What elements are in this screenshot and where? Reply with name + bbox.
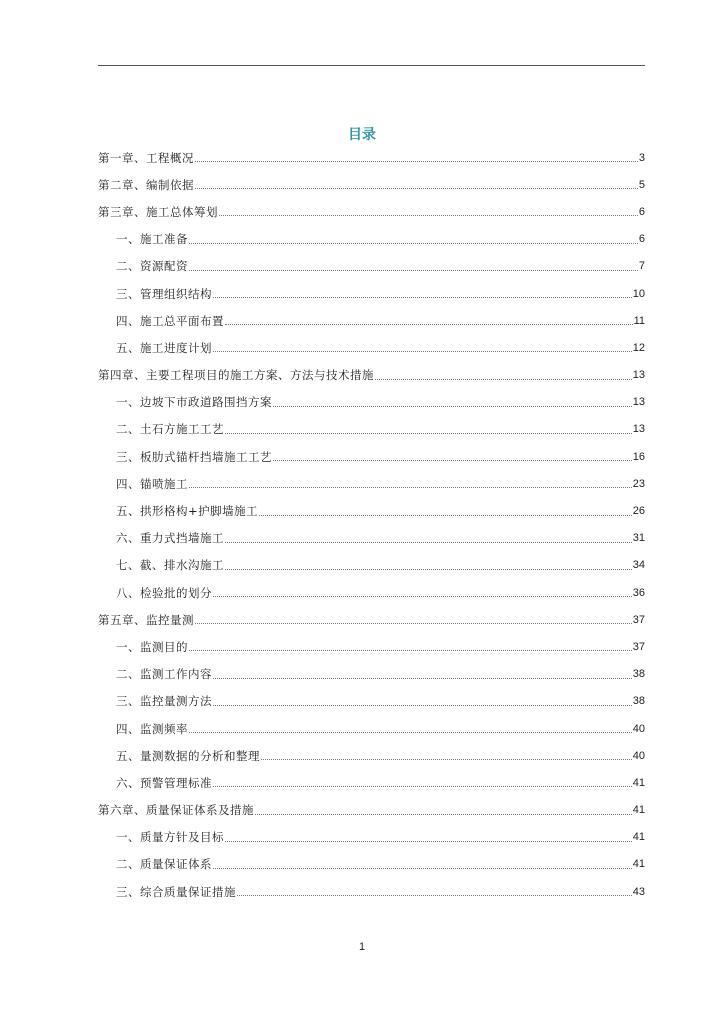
toc-section-entry[interactable] bbox=[98, 226, 645, 253]
toc-chapter-entry[interactable] bbox=[98, 797, 645, 824]
toc-entry-text: 第二章、编制依据 bbox=[98, 177, 194, 192]
toc-entry-text: 三、监控量测方法 bbox=[116, 694, 212, 709]
toc-page-number: 23 bbox=[632, 477, 645, 490]
toc-page-number: 40 bbox=[632, 749, 645, 762]
toc-dot-leader bbox=[213, 297, 632, 298]
toc-dot-leader bbox=[189, 487, 632, 488]
toc-dot-leader bbox=[213, 868, 632, 869]
toc-section-entry[interactable] bbox=[98, 389, 645, 416]
toc-entry-text: 八、检验批的划分 bbox=[116, 585, 212, 600]
toc-entry-text: 第三章、施工总体筹划 bbox=[98, 204, 218, 219]
toc-dot-leader bbox=[225, 569, 632, 570]
toc-section-entry[interactable] bbox=[98, 579, 645, 606]
toc-dot-leader bbox=[225, 542, 632, 543]
toc-section-entry[interactable] bbox=[98, 715, 645, 742]
toc-page-number: 41 bbox=[632, 776, 645, 789]
toc-section-entry[interactable] bbox=[98, 742, 645, 769]
toc-section-entry[interactable] bbox=[98, 253, 645, 280]
toc-entry-text: 六、重力式挡墙施工 bbox=[116, 531, 224, 546]
toc-dot-leader bbox=[195, 623, 632, 624]
toc-entry-text: 五、拱形格构+护脚墙施工 bbox=[116, 504, 259, 519]
toc-dot-leader bbox=[213, 678, 632, 679]
header-rule bbox=[98, 65, 645, 66]
toc-dot-leader bbox=[213, 705, 632, 706]
toc-dot-leader bbox=[273, 406, 632, 407]
toc-dot-leader bbox=[225, 433, 632, 434]
toc-page-number: 43 bbox=[632, 885, 645, 898]
toc-section-entry[interactable] bbox=[98, 307, 645, 334]
toc-entry-text: 二、质量保证体系 bbox=[116, 857, 212, 872]
toc-entry-text: 一、施工准备 bbox=[116, 232, 188, 247]
toc-entry-text: 五、施工进度计划 bbox=[116, 340, 212, 355]
toc-page-number: 37 bbox=[632, 640, 645, 653]
toc-entry-text: 第六章、质量保证体系及措施 bbox=[98, 803, 254, 818]
toc-page-number: 7 bbox=[638, 260, 645, 273]
toc-entry-text: 三、板肋式锚杆挡墙施工工艺 bbox=[116, 449, 272, 464]
toc-page-number: 5 bbox=[638, 178, 645, 191]
toc-dot-leader bbox=[195, 161, 638, 162]
toc-dot-leader bbox=[219, 215, 638, 216]
toc-page-number: 13 bbox=[632, 396, 645, 409]
toc-page-number: 37 bbox=[632, 613, 645, 626]
toc-entry-text: 三、综合质量保证措施 bbox=[116, 884, 236, 899]
toc-section-entry[interactable] bbox=[98, 497, 645, 524]
toc-entry-text: 二、土石方施工工艺 bbox=[116, 422, 224, 437]
toc-page-number: 12 bbox=[632, 341, 645, 354]
toc-page-number: 16 bbox=[632, 450, 645, 463]
toc-section-entry[interactable] bbox=[98, 769, 645, 796]
toc-entry-text: 第一章、工程概况 bbox=[98, 150, 194, 165]
toc-section-entry[interactable] bbox=[98, 470, 645, 497]
toc-section-entry[interactable] bbox=[98, 525, 645, 552]
toc-page-number: 38 bbox=[632, 668, 645, 681]
toc-page-number: 41 bbox=[632, 858, 645, 871]
toc-chapter-entry[interactable] bbox=[98, 362, 645, 389]
toc-entry-text: 一、质量方针及目标 bbox=[116, 830, 224, 845]
toc-page-number: 41 bbox=[632, 831, 645, 844]
toc-chapter-entry[interactable] bbox=[98, 171, 645, 198]
toc-page-number: 6 bbox=[638, 233, 645, 246]
toc-page-number: 3 bbox=[638, 151, 645, 164]
toc-entry-text: 一、边坡下市政道路围挡方案 bbox=[116, 395, 272, 410]
toc-entry-text: 四、监测频率 bbox=[116, 721, 188, 736]
toc-section-entry[interactable] bbox=[98, 280, 645, 307]
toc-section-entry[interactable] bbox=[98, 661, 645, 688]
toc-page-number: 13 bbox=[632, 369, 645, 382]
toc-entry-text: 二、资源配资 bbox=[116, 259, 188, 274]
toc-section-entry[interactable] bbox=[98, 878, 645, 905]
toc-entry-text: 三、管理组织结构 bbox=[116, 286, 212, 301]
toc-dot-leader bbox=[195, 188, 638, 189]
toc-chapter-entry[interactable] bbox=[98, 144, 645, 171]
toc-dot-leader bbox=[255, 814, 632, 815]
toc-dot-leader bbox=[259, 515, 632, 516]
toc-section-entry[interactable] bbox=[98, 824, 645, 851]
toc-dot-leader bbox=[213, 351, 632, 352]
toc-page-number: 38 bbox=[632, 695, 645, 708]
toc-page-number: 13 bbox=[632, 423, 645, 436]
toc-dot-leader bbox=[213, 786, 632, 787]
toc-entry-text: 二、监测工作内容 bbox=[116, 667, 212, 682]
toc-dot-leader bbox=[237, 895, 632, 896]
toc-entry-text: 第四章、主要工程项目的施工方案、方法与技术措施 bbox=[98, 368, 374, 383]
toc-section-entry[interactable] bbox=[98, 633, 645, 660]
toc-page-number: 41 bbox=[632, 804, 645, 817]
toc-page-number: 26 bbox=[632, 505, 645, 518]
toc-title: 目录 bbox=[348, 127, 376, 143]
table-of-contents bbox=[98, 144, 645, 905]
toc-section-entry[interactable] bbox=[98, 334, 645, 361]
toc-section-entry[interactable] bbox=[98, 688, 645, 715]
toc-page-number: 34 bbox=[632, 559, 645, 572]
toc-entry-text: 六、预警管理标准 bbox=[116, 775, 212, 790]
toc-section-entry[interactable] bbox=[98, 552, 645, 579]
toc-page-number: 10 bbox=[632, 287, 645, 300]
page-number: 1 bbox=[358, 941, 366, 953]
toc-page-number: 11 bbox=[633, 314, 645, 327]
toc-entry-text: 一、监测目的 bbox=[116, 639, 188, 654]
toc-dot-leader bbox=[189, 243, 638, 244]
toc-page-number: 40 bbox=[632, 722, 645, 735]
toc-dot-leader bbox=[225, 324, 633, 325]
toc-chapter-entry[interactable] bbox=[98, 606, 645, 633]
toc-entry-text: 四、施工总平面布置 bbox=[116, 313, 224, 328]
toc-entry-text: 四、锚喷施工 bbox=[116, 476, 188, 491]
toc-dot-leader bbox=[189, 650, 632, 651]
toc-dot-leader bbox=[273, 460, 632, 461]
toc-page-number: 36 bbox=[632, 586, 645, 599]
toc-entry-text: 第五章、监控量测 bbox=[98, 612, 194, 627]
toc-dot-leader bbox=[189, 732, 632, 733]
toc-dot-leader bbox=[375, 379, 632, 380]
toc-dot-leader bbox=[261, 759, 632, 760]
toc-section-entry[interactable] bbox=[98, 851, 645, 878]
toc-chapter-entry[interactable] bbox=[98, 198, 645, 225]
toc-dot-leader bbox=[213, 596, 632, 597]
toc-section-entry[interactable] bbox=[98, 416, 645, 443]
toc-dot-leader bbox=[225, 841, 632, 842]
toc-page-number: 31 bbox=[632, 532, 645, 545]
toc-page-number: 6 bbox=[638, 205, 645, 218]
toc-entry-text: 五、量测数据的分析和整理 bbox=[116, 748, 260, 763]
toc-entry-text: 七、截、排水沟施工 bbox=[116, 558, 224, 573]
toc-section-entry[interactable] bbox=[98, 443, 645, 470]
toc-dot-leader bbox=[189, 270, 638, 271]
